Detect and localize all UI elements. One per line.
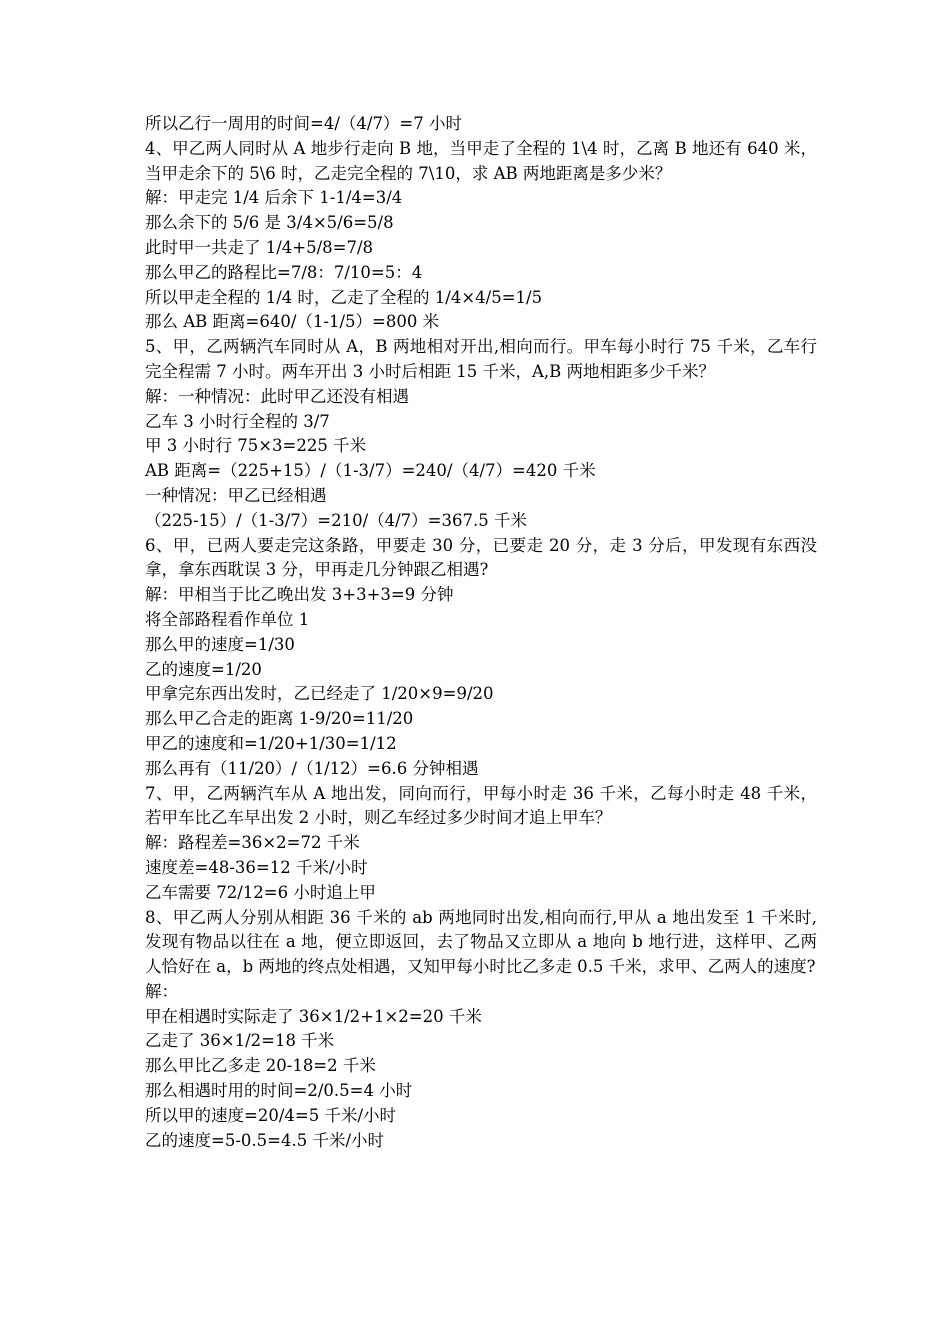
text-line: 乙的速度=5-0.5=4.5 千米/小时 — [145, 1130, 385, 1150]
text-line: 所以甲的速度=20/4=5 千米/小时 — [145, 1105, 397, 1125]
text-line: 所以乙行一周用的时间=4/（4/7）=7 小时 — [145, 114, 463, 133]
text-line: 甲拿完东西出发时，乙已经走了 1/20×9=9/20 — [145, 684, 494, 704]
problem-7-statement: 7、甲，乙两辆汽车从 A 地出发，同向而行，甲每小时走 36 千米，乙每小时走 48 千米，若甲车比乙车早出发 2 小时，则乙车经过多少时间才追上甲车？ — [145, 783, 817, 828]
text-line: 解：路程差=36×2=72 千米 — [145, 833, 360, 853]
problem-5-statement: 5、甲，乙两辆汽车同时从 A，B 两地相对开出,相向而行。甲车每小时行 75 千米，乙车行完全程需 7 小时。两车开出 3 小时后相距 15 千米，A,B 两地相距多少千米？ — [145, 337, 817, 381]
problem-8-statement: 8、甲乙两人分别从相距 36 千米的 ab 两地同时出发,相向而行,甲从 a 地出发至 1 千米时,发现有物品以往在 a 地，便立即返回，去了物品又立即从 a 地向 b 地行进，这样甲、乙两人恰好在 a，b 两地的终点处相遇，又知甲每小时比乙多走 0.5 千米，求甲、乙两人的速度? — [145, 907, 817, 977]
text-line: 那么甲乙的路程比=7/8：7/10=5：4 — [145, 262, 423, 282]
text-line: 将全部路程看作单位 1 — [145, 609, 310, 629]
text-line: 那么甲的速度=1/30 — [145, 634, 295, 654]
text-line: 速度差=48-36=12 千米/小时 — [145, 857, 368, 877]
text-line: 所以甲走全程的 1/4 时，乙走了全程的 1/4×4/5=1/5 — [145, 287, 543, 307]
text-line: 那么相遇时用的时间=2/0.5=4 小时 — [145, 1081, 413, 1101]
text-line: 一种情况：甲乙已经相遇 — [145, 485, 327, 505]
text-line: 甲在相遇时实际走了 36×1/2+1×2=20 千米 — [145, 1006, 482, 1026]
text-line: 乙车 3 小时行全程的 3/7 — [145, 411, 330, 431]
text-line: 乙的速度=1/20 — [145, 659, 262, 679]
problem-6-statement: 6、甲，已两人要走完这条路，甲要走 30 分，已要走 20 分，走 3 分后，甲发现有东西没拿，拿东西耽误 3 分，甲再走几分钟跟乙相遇? — [145, 535, 817, 580]
text-line: 那么甲乙合走的距离 1-9/20=11/20 — [145, 709, 414, 729]
text-line: 那么甲比乙多走 20-18=2 千米 — [145, 1056, 376, 1076]
text-line: 乙车需要 72/12=6 小时追上甲 — [145, 882, 376, 902]
text-line: （225-15）/（1-3/7）=210/（4/7）=367.5 千米 — [145, 510, 527, 530]
text-line: 甲乙的速度和=1/20+1/30=1/12 — [145, 733, 397, 753]
text-line: 乙走了 36×1/2=18 千米 — [145, 1031, 335, 1051]
text-line: 甲 3 小时行 75×3=225 千米 — [145, 436, 367, 456]
document-body — [145, 112, 817, 1153]
text-line: 那么余下的 5/6 是 3/4×5/6=5/8 — [145, 213, 394, 233]
problem-4-statement: 4、甲乙两人同时从 A 地步行走向 B 地，当甲走了全程的 1\4 时，乙离 B 地还有 640 米，当甲走余下的 5\6 时，乙走完全程的 7\10，求 AB 两地距离是多少米？ — [145, 138, 817, 183]
text-line: 此时甲一共走了 1/4+5/8=7/8 — [145, 237, 374, 257]
text-line: 解：甲走完 1/4 后余下 1-1/4=3/4 — [145, 188, 403, 208]
text-line: AB 距离=（225+15）/（1-3/7）=240/（4/7）=420 千米 — [145, 461, 596, 481]
text-line: 解：甲相当于比乙晚出发 3+3+3=9 分钟 — [145, 585, 454, 605]
text-line: 解： — [145, 981, 178, 1001]
text-line: 那么 AB 距离=640/（1-1/5）=800 米 — [145, 312, 440, 332]
text-line: 解：一种情况：此时甲乙还没有相遇 — [145, 386, 409, 406]
text-line: 那么再有（11/20）/（1/12）=6.6 分钟相遇 — [145, 758, 479, 778]
